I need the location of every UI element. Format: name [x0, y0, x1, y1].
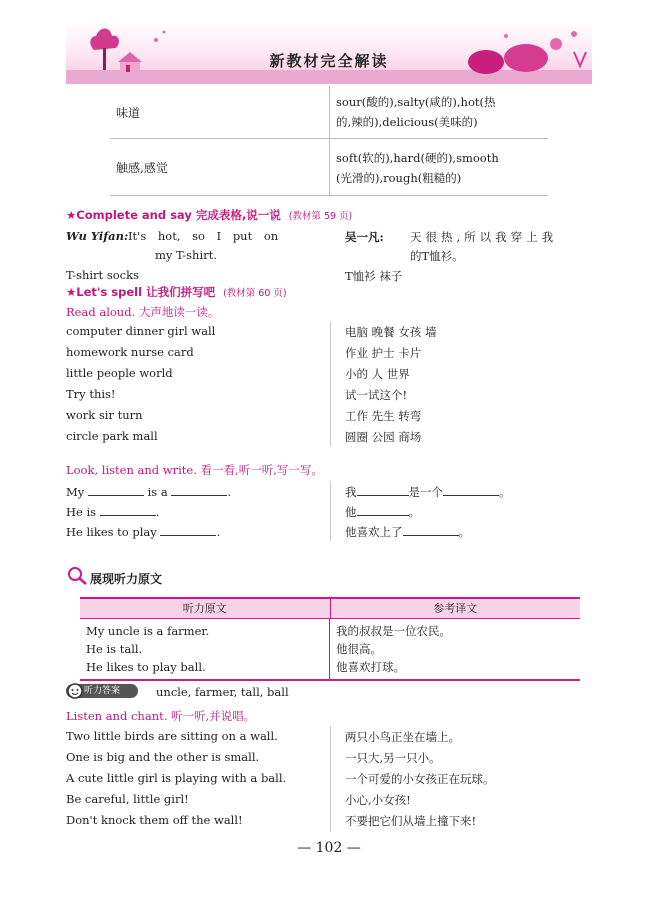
spell-row-cn: 小的 人 世界	[345, 367, 410, 381]
spell-row-cn: 圆圈 公园 商场	[345, 430, 422, 444]
write-text: 。	[408, 505, 420, 519]
chant-line-cn: 两只小鸟正坐在墙上。	[345, 730, 460, 744]
spell-row-cn: 作业 护士 卡片	[345, 346, 422, 360]
dialogue-en-line: It's hot, so I put on	[128, 229, 279, 243]
answer-blank[interactable]	[100, 504, 156, 516]
write-text: 他喜欢上了	[345, 525, 403, 539]
write-line-en	[66, 504, 159, 519]
magnifier-icon	[66, 566, 88, 586]
chant-line-en: Two little birds are sitting on a wall.	[66, 729, 278, 743]
column-divider	[330, 726, 331, 832]
write-text: 。	[458, 525, 470, 539]
dialogue-cn-line: 天很热,所以我穿上我	[410, 230, 558, 244]
chant-line-en: A cute little girl is playing with a ball.	[66, 771, 287, 785]
spell-row-en: computer dinner girl wall	[66, 324, 216, 338]
header-banner	[66, 22, 592, 84]
answer-blank[interactable]	[357, 484, 409, 496]
vocab-words-line: soft(软的),hard(硬的),smooth	[336, 151, 499, 165]
write-text: He is	[66, 505, 97, 519]
answer-blank[interactable]	[357, 504, 409, 516]
write-line-en	[66, 524, 220, 539]
header-title: 新教材完全解读	[269, 52, 389, 70]
spell-row-cn: 试一试这个!	[345, 388, 408, 402]
translation-line: 他很高。	[336, 642, 382, 656]
translation-line: 我的叔叔是一位农民。	[336, 624, 451, 638]
speaker-en: Wu Yifan:	[66, 229, 129, 243]
words-cn: T恤衫 袜子	[345, 269, 403, 283]
write-text: He likes to play	[66, 525, 157, 539]
spell-row-cn: 电脑 晚餐 女孩 墙	[345, 325, 437, 339]
write-line-cn	[345, 524, 470, 540]
heading-text: ★Complete and say 完成表格,说一说	[66, 208, 281, 222]
translation-column	[330, 619, 580, 679]
column-divider	[330, 481, 331, 541]
write-line-cn	[345, 504, 420, 520]
complete-say-heading	[66, 207, 352, 223]
answer-blank[interactable]	[160, 524, 216, 536]
spell-row-en: work sir turn	[66, 408, 143, 422]
write-text: My	[66, 485, 85, 499]
write-line-en	[66, 484, 231, 499]
page-number: — 102 —	[297, 840, 361, 856]
chant-line-en: One is big and the other is small.	[66, 750, 260, 764]
column-divider	[330, 322, 331, 446]
table-header	[80, 599, 580, 619]
transcript-line: He likes to play ball.	[86, 660, 206, 674]
write-text: 我	[345, 485, 357, 499]
table-row	[110, 86, 548, 139]
read-aloud-instruction: Read aloud. 大声地读一读。	[66, 305, 220, 319]
original-text-column	[80, 619, 330, 679]
chant-line-cn: 不要把它们从墙上撞下来!	[345, 814, 477, 828]
spell-row-en: homework nurse card	[66, 345, 194, 359]
spell-row-en: circle park mall	[66, 429, 158, 443]
chant-line-en: Don't knock them off the wall!	[66, 813, 243, 827]
answer-text: uncle, farmer, tall, ball	[156, 685, 289, 699]
write-line-cn	[345, 484, 511, 500]
textbook-ref: (教材第 59 页)	[288, 211, 353, 222]
answer-blank[interactable]	[443, 484, 499, 496]
chant-line-en: Be careful, little girl!	[66, 792, 189, 806]
vocab-words	[330, 86, 548, 138]
look-listen-instruction: Look, listen and write. 看一看,听一听,写一写。	[66, 463, 323, 477]
listening-title: 展现听力原文	[90, 572, 163, 586]
spell-row-en: little people world	[66, 366, 173, 380]
vocab-words-line: sour(酸的),salty(咸的),hot(热	[336, 95, 496, 109]
write-text: 他	[345, 505, 357, 519]
chant-line-cn: 小心,小女孩!	[345, 793, 411, 807]
vocab-table	[110, 86, 548, 196]
transcript-line: He is tall.	[86, 642, 143, 656]
transcript-line: My uncle is a farmer.	[86, 624, 210, 638]
answer-blank[interactable]	[403, 524, 459, 536]
vocab-words-line: 的,辣的),delicious(美味的)	[336, 115, 478, 129]
table-body	[80, 619, 580, 679]
vocab-category: 触感,感觉	[110, 139, 330, 195]
textbook-ref: (教材第 60 页)	[223, 288, 287, 299]
speaker-cn: 吴一凡:	[345, 230, 384, 244]
vocab-words	[330, 139, 548, 195]
spell-heading	[66, 284, 287, 300]
vocab-category: 味道	[110, 86, 330, 138]
write-text: is a	[147, 485, 168, 499]
chant-instruction: Listen and chant. 听一听,并说唱。	[66, 709, 256, 723]
chant-line-cn: 一个可爱的小女孩正在玩球。	[345, 772, 495, 786]
cartoon-face-icon	[66, 682, 84, 700]
write-text: .	[155, 505, 160, 519]
translation-line: 他喜欢打球。	[336, 660, 405, 674]
answer-blank[interactable]	[171, 484, 227, 496]
spell-row-en: Try this!	[66, 387, 116, 401]
column-header: 参考译文	[433, 602, 478, 615]
listening-table	[80, 597, 580, 681]
answer-blank[interactable]	[88, 484, 144, 496]
heading-text: ★Let's spell 让我们拼写吧	[66, 285, 216, 299]
dialogue-cn-line: 的T恤衫。	[410, 249, 464, 263]
write-text: 。	[499, 485, 511, 499]
vocab-words-line: (光滑的),rough(粗糙的)	[336, 171, 462, 185]
answer-label: 听力答案	[84, 686, 121, 696]
chant-line-cn: 一只大,另一只小。	[345, 751, 441, 765]
spell-row-cn: 工作 先生 转弯	[345, 409, 422, 423]
write-text: .	[227, 485, 231, 499]
column-header: 听力原文	[80, 599, 331, 618]
words-en: T-shirt socks	[66, 268, 139, 282]
dialogue-en-line: my T-shirt.	[155, 248, 217, 262]
write-text: 是一个	[408, 485, 443, 499]
table-row	[110, 139, 548, 196]
write-text: .	[216, 525, 221, 539]
